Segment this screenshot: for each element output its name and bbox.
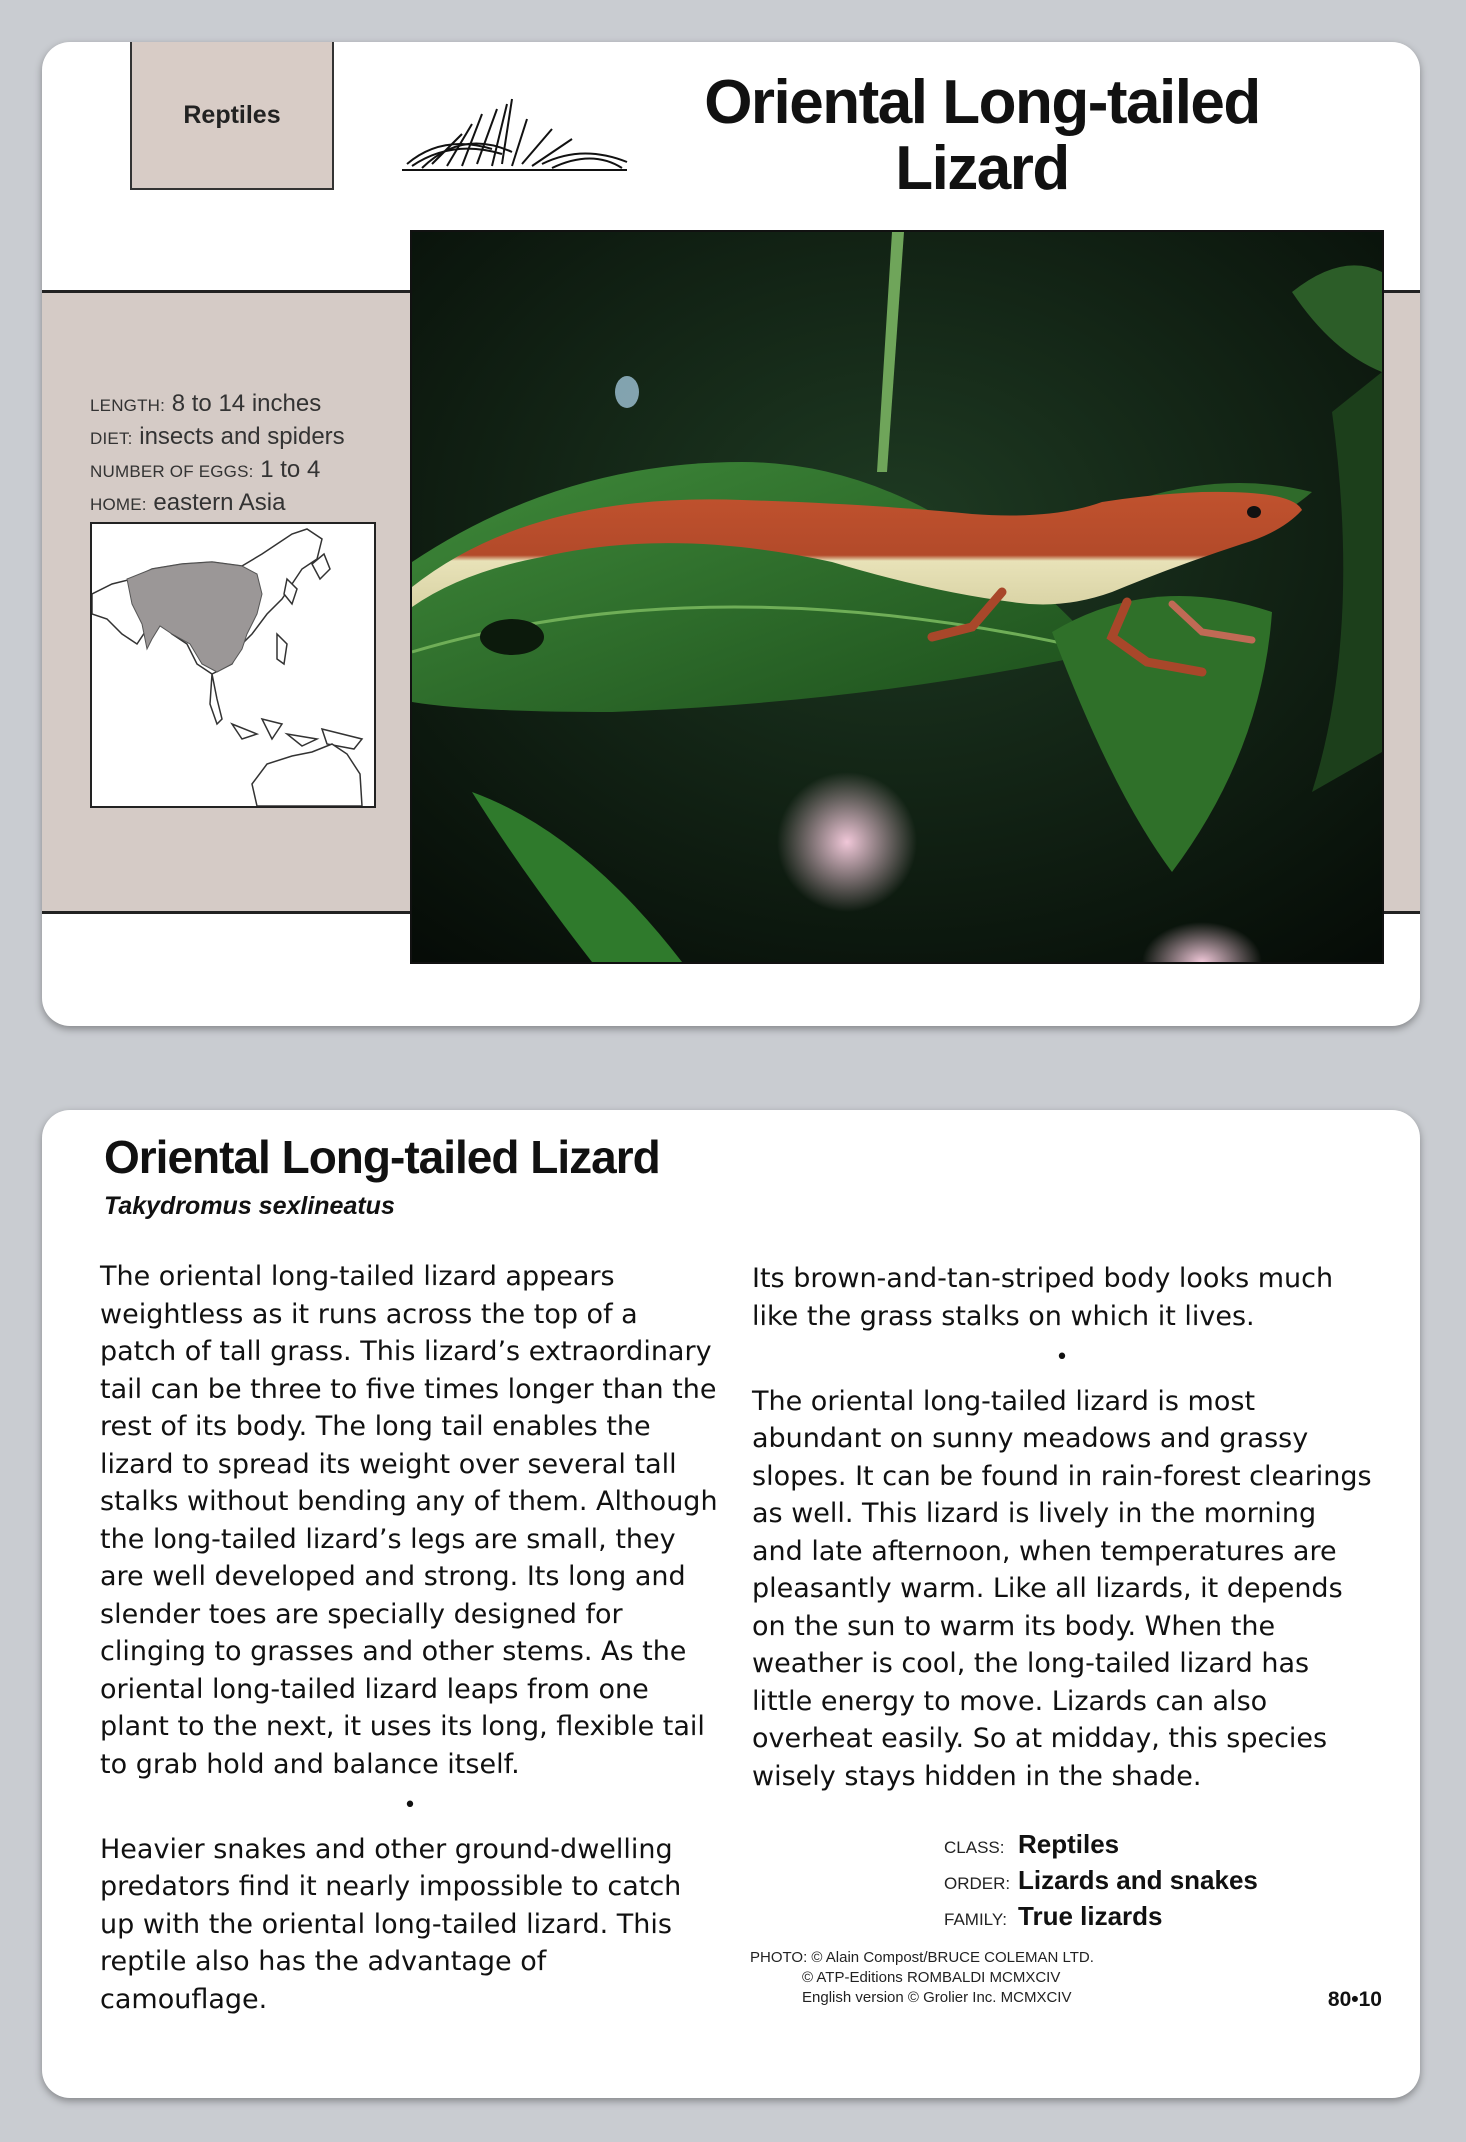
- paragraph-4: The oriental long-tailed lizard is most abundant on sunny meadows and grassy slopes. It can be found in rain-forest clearings as well. This lizard is lively in the morning and late afternoon, when temperatures are pleasantly warm. Like all lizards, it depends on the sun to warm its body. When the weather is cool, the long-tailed lizard has little energy to move. Lizards can also overheat easily. So at midday, this species wisely stays hidden in the shade.: [752, 1385, 1372, 1792]
- credits-label: PHOTO:: [750, 1949, 808, 1966]
- category-box: [130, 42, 334, 190]
- fact-home: HOME: eastern Asia: [90, 489, 286, 516]
- category-label: Reptiles: [183, 100, 281, 129]
- lizard-photo: [410, 230, 1384, 964]
- fact-length: LENGTH: 8 to 14 inches: [90, 390, 322, 417]
- order-row: ORDER: Lizards and snakes: [944, 1865, 1258, 1895]
- photo-credits: PHOTO: © Alain Compost/BRUCE COLEMAN LTD. © ATP-Editions ROMBALDI MCMXCIV English version © Grolier Inc. MCMXCIV: [750, 1949, 1094, 2006]
- grass-icon: [402, 94, 632, 174]
- bullet-separator: •: [403, 1793, 417, 1818]
- card-title: Oriental Long-tailed Lizard: [704, 68, 1260, 203]
- class-row: CLASS: Reptiles: [944, 1829, 1120, 1859]
- text-column-left: [100, 1258, 720, 2018]
- classification: [944, 1828, 1258, 1936]
- paragraph-2: Heavier snakes and other ground-dwelling predators find it nearly impossible to catch up with the oriental long-tailed lizard. This reptile also has the advantage of camouflage.: [100, 1833, 682, 2015]
- back-card: [42, 1110, 1420, 2098]
- bullet-separator: •: [1055, 1345, 1069, 1370]
- scientific-name: Takydromus sexlineatus: [104, 1192, 395, 1220]
- fact-eggs: NUMBER OF EGGS: 1 to 4: [90, 456, 321, 483]
- paragraph-3: Its brown-and-tan-striped body looks much like the grass stalks on which it lives.: [752, 1263, 1334, 1332]
- paragraph-1: The oriental long-tailed lizard appears weightless as it runs across the top of a patch of tall grass. This lizard’s extraordinary tail can be three to five times longer than the rest of its body. The long tail enables the lizard to spread its weight over several tall stalks without bending any of them. Although the long-tailed lizard’s legs are small, they are well developed and strong. Its long and slender toes are specially designed for clinging to grasses and other stems. As the oriental long-tailed lizard leaps from one plant to the next, it uses its long, flexible tail to grab hold and balance itself.: [100, 1261, 718, 1780]
- text-column-right: [752, 1260, 1372, 1795]
- card-number: 80•10: [1327, 1988, 1382, 2011]
- range-map: [90, 522, 376, 808]
- fact-diet: DIET: insects and spiders: [90, 423, 345, 450]
- facts-list: [90, 388, 410, 520]
- family-row: FAMILY: True lizards: [944, 1901, 1163, 1931]
- front-card: [42, 42, 1420, 1026]
- back-title: Oriental Long-tailed Lizard: [104, 1131, 660, 1183]
